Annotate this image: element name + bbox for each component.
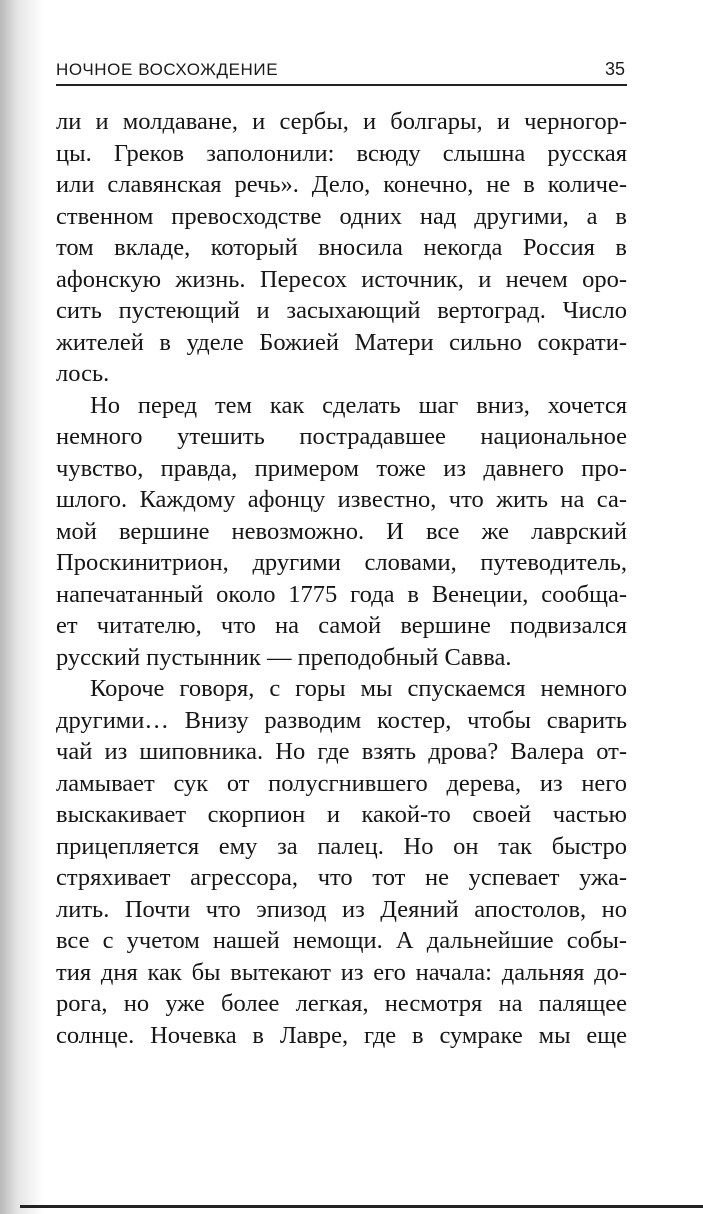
paragraph <box>56 390 627 674</box>
text-line: тия дня как бы вытекают из его начала: дальняя до- <box>56 958 627 986</box>
text-line: другими… Внизу разводим костер, чтобы сварить <box>56 706 627 734</box>
text-line: напечатанный около 1775 года в Венеции, сообща- <box>56 580 627 608</box>
text-line: ламывает сук от полусгнившего дерева, из него <box>56 769 627 797</box>
text-line: стряхивает агрессора, что тот не успевает ужа- <box>56 864 627 891</box>
text-line: Проскинитрион, другими словами, путеводитель, <box>56 549 627 576</box>
text-line: немного утешить пострадавшее национальное <box>56 423 627 450</box>
text-line: ли и молдаване, и сербы, и болгары, и черногор- <box>56 108 627 135</box>
text-line: ственном превосходстве одних над другими, а в <box>56 202 627 230</box>
text-line: ет читателю, что на самой вершине подвизался <box>56 612 627 639</box>
text-line: лить. Почти что эпизод из Деяний апостолов, но <box>56 895 627 923</box>
scan-edge-shadow <box>0 0 44 1214</box>
text-line: или славянская речь». Дело, конечно, не в количе- <box>56 171 627 198</box>
text-line: солнце. Ночевка в Лавре, где в сумраке мы еще <box>56 1021 627 1049</box>
text-line: жителей в уделе Божией Матери сильно сократи- <box>56 328 627 356</box>
text-line: лось. <box>56 360 110 387</box>
text-line: рога, но уже более легкая, несмотря на палящее <box>56 990 627 1017</box>
text-line: сить пустеющий и засыхающий вертоград. Число <box>56 297 627 324</box>
text-line: все с учетом нашей немощи. А дальнейшие собы- <box>56 927 627 954</box>
text-line: цы. Греков заполонили: всюду слышна русская <box>56 139 627 167</box>
text-line: Но перед тем как сделать шаг вниз, хочется <box>90 391 627 419</box>
running-header <box>56 58 627 86</box>
text-line: прицепляется ему за палец. Но он так быстро <box>56 832 627 860</box>
text-line: Короче говоря, с горы мы спускаемся немного <box>90 675 627 702</box>
paragraph <box>56 673 627 1051</box>
page-number: 35 <box>604 59 625 79</box>
bottom-edge-rule <box>20 1205 703 1208</box>
text-line: русский пустынник — преподобный Савва. <box>56 643 512 671</box>
paragraph <box>56 106 627 390</box>
text-line: мой вершине невозможно. И все же лаврский <box>56 517 627 545</box>
text-line: чувство, правда, примером тоже из давнего про- <box>56 454 627 482</box>
text-line: выскакивает скорпион и какой-то своей частью <box>56 801 627 828</box>
text-line: том вкладе, который вносила некогда Россия в <box>56 234 627 261</box>
running-title: НОЧНОЕ ВОСХОЖДЕНИЕ <box>56 60 279 79</box>
text-line: шлого. Каждому афонцу известно, что жить на са- <box>56 486 627 513</box>
text-line: чай из шиповника. Но где взять дрова? Валера от- <box>56 738 627 765</box>
body-text <box>56 106 627 1051</box>
text-line: афонскую жизнь. Пересох источник, и нечем оро- <box>56 265 627 293</box>
